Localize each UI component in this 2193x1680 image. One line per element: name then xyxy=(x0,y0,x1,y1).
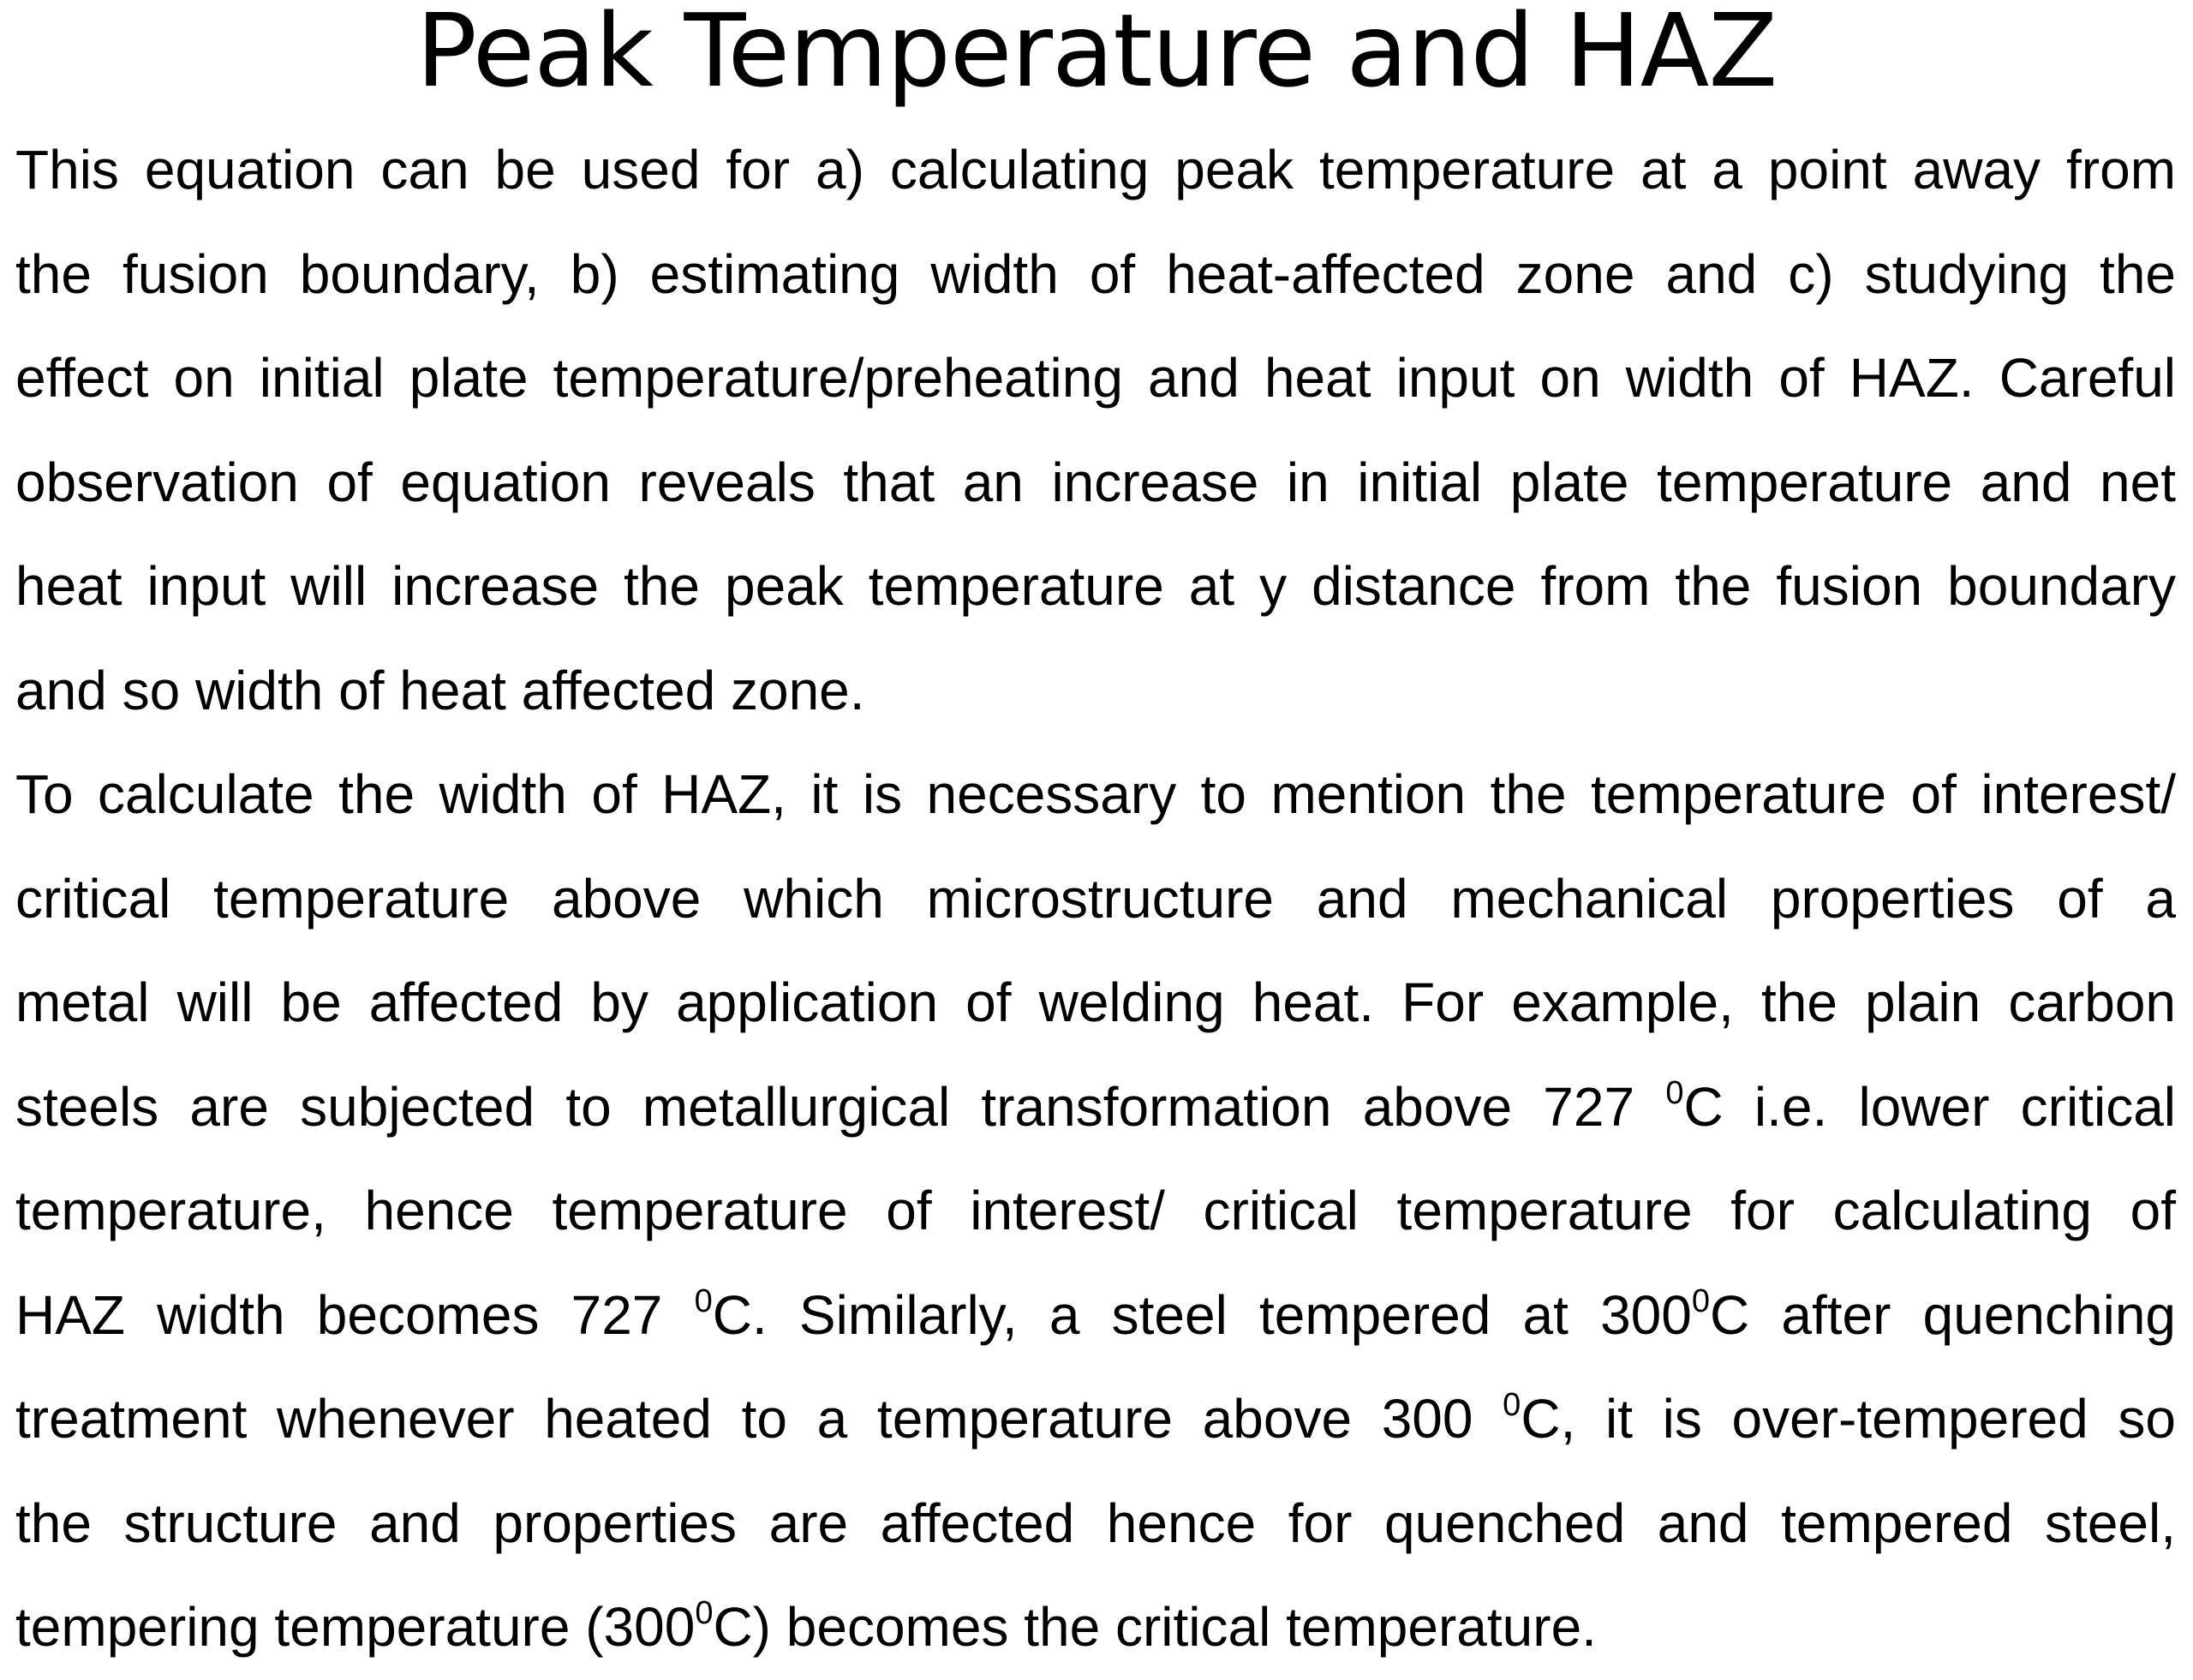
text-line: heat input will increase the peak temperature at y distance from the fusion boundary xyxy=(15,555,2176,617)
paragraph-1 xyxy=(15,118,2176,743)
text-segment: C, it is over-tempered so xyxy=(1521,1388,2177,1450)
text-segment: C i.e. lower critical xyxy=(1683,1075,2177,1138)
degree-superscript: 0 xyxy=(1665,1074,1684,1111)
degree-superscript: 0 xyxy=(694,1282,713,1319)
text-line xyxy=(15,1575,2176,1680)
text-line: the fusion boundary, b) estimating width of heat-affected zone and c) studying the xyxy=(15,242,2176,305)
text-segment: treatment whenever heated to a temperature above 300 xyxy=(15,1388,1503,1450)
text-line xyxy=(15,1055,2176,1160)
text-line: metal will be affected by application of welding heat. For example, the plain carbon xyxy=(15,972,2176,1033)
text-segment: C. Similarly, a steel tempered at 300 xyxy=(712,1283,1692,1346)
text-segment: steels are subjected to metallurgical transformation above 727 xyxy=(15,1075,1666,1138)
text-line xyxy=(15,1367,2176,1472)
text-segment: tempering temperature (300 xyxy=(15,1596,696,1658)
text-line: observation of equation reveals that an increase in initial plate temperature and net xyxy=(15,451,2176,513)
text-line: effect on initial plate temperature/preheating and heat input on width of HAZ. Careful xyxy=(15,347,2176,409)
text-line: critical temperature above which microstructure and mechanical properties of a xyxy=(15,867,2176,930)
text-line: temperature, hence temperature of interest/ critical temperature for calculating of xyxy=(15,1180,2176,1241)
degree-superscript: 0 xyxy=(695,1595,714,1631)
degree-superscript: 0 xyxy=(1503,1387,1521,1423)
body-text xyxy=(15,118,2176,1680)
paragraph-2 xyxy=(15,743,2176,1680)
text-segment: C after quenching xyxy=(1710,1283,2176,1346)
degree-superscript: 0 xyxy=(1691,1282,1710,1319)
text-line xyxy=(15,1264,2176,1368)
text-segment: HAZ width becomes 727 xyxy=(15,1283,695,1346)
text-line: the structure and properties are affected hence for quenched and tempered steel, xyxy=(15,1492,2176,1554)
slide-title: Peak Temperature and HAZ xyxy=(415,0,1778,110)
text-line: To calculate the width of HAZ, it is necessary to mention the temperature of interest/ xyxy=(15,763,2176,825)
text-line: and so width of heat affected zone. xyxy=(15,659,865,721)
text-line: This equation can be used for a) calculating peak temperature at a point away from xyxy=(15,139,2176,200)
text-segment: C) becomes the critical temperature. xyxy=(713,1596,1597,1658)
